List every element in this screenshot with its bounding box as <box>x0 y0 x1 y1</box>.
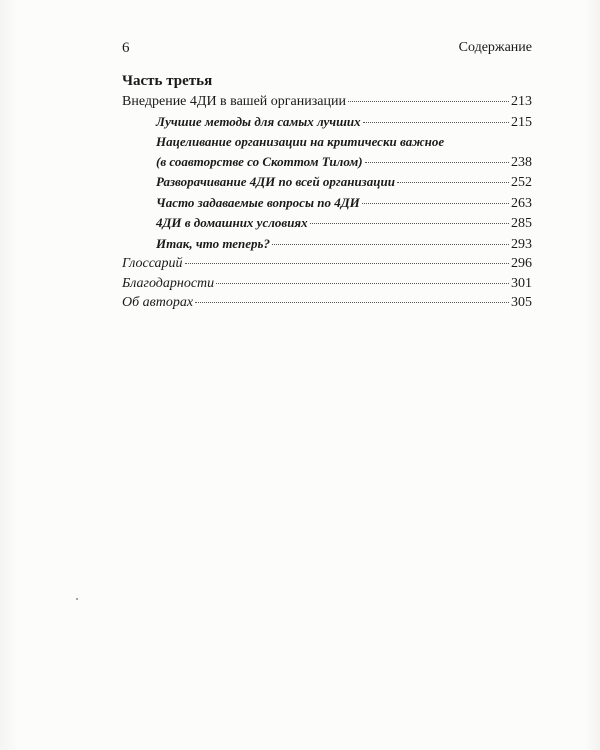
toc-entry-page: 301 <box>511 275 532 291</box>
toc-entry-page: 293 <box>511 236 532 252</box>
toc-entry-page: 305 <box>511 295 532 310</box>
page-number: 6 <box>122 40 130 56</box>
toc-entry-page: 238 <box>511 154 532 170</box>
print-speck <box>76 598 78 600</box>
toc-chapter-title-line: Нацеливание организации на критически важное <box>156 134 445 149</box>
toc-entry-title: Благодарности <box>122 275 215 291</box>
dot-leader <box>363 122 509 123</box>
toc-chapter-entry <box>122 234 532 255</box>
toc-entry-page: 215 <box>511 114 532 130</box>
toc-entry-title: Об авторах <box>122 295 194 310</box>
toc-entry-title: (в соавторстве со Скоттом Тилом) <box>156 153 363 169</box>
toc-entry-title: Часто задаваемые вопросы по 4ДИ <box>156 194 360 210</box>
dot-leader <box>216 283 509 284</box>
toc-entry-page: 263 <box>511 195 532 211</box>
toc-section-entry <box>122 92 532 112</box>
toc-chapter-entry <box>122 193 532 214</box>
toc-entry-page: 252 <box>511 175 532 190</box>
toc-back-matter-entry <box>122 254 532 274</box>
dot-leader <box>397 182 509 183</box>
dot-leader <box>348 101 509 102</box>
toc-entry-title: Глоссарий <box>122 256 183 271</box>
toc-entry-title: Лучшие методы для самых лучших <box>156 113 361 129</box>
toc-entry-title: Разворачивание 4ДИ по всей организации <box>156 174 395 189</box>
toc-back-matter-entry <box>122 293 532 313</box>
toc-entry-page: 296 <box>511 256 532 271</box>
toc-chapter-entry <box>122 213 532 234</box>
dot-leader <box>362 203 509 204</box>
toc-chapter-entry <box>122 152 532 173</box>
table-of-contents <box>122 72 532 313</box>
toc-entry-title: Итак, что теперь? <box>156 235 270 251</box>
part-title: Часть третья <box>122 73 213 89</box>
toc-chapter-entry <box>122 172 532 193</box>
page-header <box>122 40 532 60</box>
toc-entry-title: Внедрение 4ДИ в вашей организации <box>122 94 346 109</box>
toc-entry-title: 4ДИ в домашних условиях <box>156 215 308 230</box>
toc-entry-page: 213 <box>511 94 532 109</box>
toc-back-matter-entry <box>122 274 532 294</box>
toc-entry-page: 285 <box>511 216 532 231</box>
running-head: Содержание <box>458 40 532 55</box>
dot-leader <box>272 244 509 245</box>
dot-leader <box>310 223 509 224</box>
dot-leader <box>365 162 509 163</box>
dot-leader <box>185 263 509 264</box>
dot-leader <box>195 302 509 303</box>
toc-chapter-entry <box>122 112 532 133</box>
